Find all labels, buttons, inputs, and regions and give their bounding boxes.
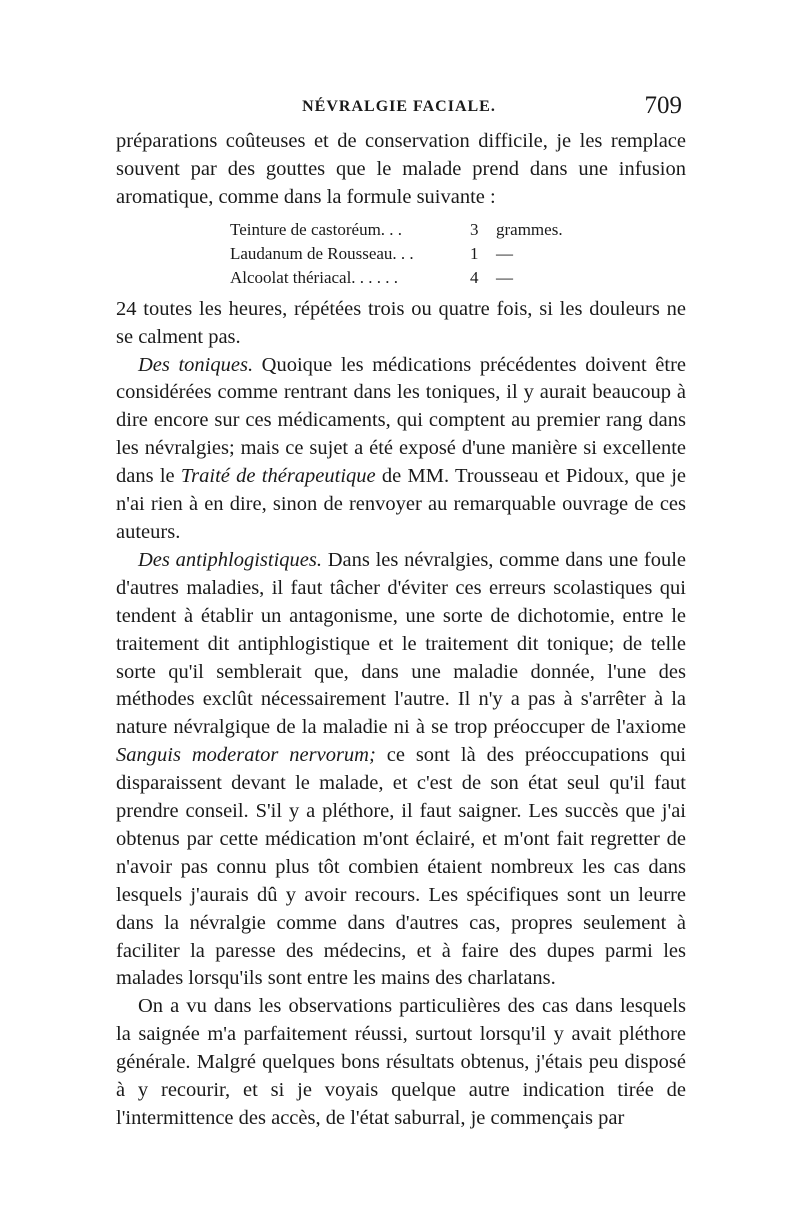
page-header xyxy=(116,92,682,122)
latin-axiom: Sanguis moderator nervorum; xyxy=(116,744,376,767)
paragraph-text: Quoique les médications précédentes doivent être considérées comme rentrant dans les toniques, il y aurait beaucoup à dire encore sur ces médicaments, qui comptent au premier rang dans les névralgies; mais ce sujet a été exposé d'une manière si excellente dans le xyxy=(116,353,686,488)
section-lead-toniques: Des toniques. xyxy=(138,353,254,376)
section-lead-antiphlogistiques: Des antiphlogistiques. xyxy=(138,548,322,571)
paragraph-antiphlogistiques xyxy=(116,547,686,994)
ingredient-unit: — xyxy=(496,243,513,263)
paragraph-text: de MM. Trousseau et Pidoux, que je n'ai rien à en dire, sinon de renvoyer au remarquable ouvrage de ces auteurs. xyxy=(116,465,686,543)
paragraph-saignee: On a vu dans les observations particulières des cas dans lesquels la saignée m'a parfaitement réussi, surtout lorsqu'il y avait pléthore générale. Malgré quelques bons résultats obtenus, j'étais peu disposé à y recourir, et si je voyais quelque autre indication tirée de l'intermittence des accès, de l'état saburral, je commençais par xyxy=(116,995,686,1129)
running-title: NÉVRALGIE FACIALE. xyxy=(302,98,496,115)
ingredient-name: Laudanum de Rousseau. . . xyxy=(230,243,414,263)
ingredient-unit: grammes. xyxy=(496,219,563,239)
page-number: 709 xyxy=(644,92,682,119)
paragraph-text: Dans les névralgies, comme dans une foule d'autres maladies, il faut tâcher d'éviter ces erreurs scolastiques qui tendent à établir un antagonisme, une sorte de dichotomie, entre le traitement dit antiphlogistique et le traitement dit tonique; de telle sorte qu'il semblerait que, dans une maladie donnée, l'une des méthodes exclût nécessairement l'autre. Il n'y a pas à s'arrêter à la nature névralgique de la maladie ni à se trop préoccuper de l'axiome xyxy=(116,548,687,739)
page-body xyxy=(116,128,686,1133)
paragraph-continued: préparations coûteuses et de conservation difficile, je les remplace souvent par des gouttes que le malade prend dans une infusion aromatique, comme dans la formule suivante : xyxy=(116,130,686,208)
ingredient-quantity: 3 xyxy=(470,219,479,239)
recipe-row xyxy=(230,218,686,242)
ingredient-quantity: 4 xyxy=(470,267,479,287)
ingredient-name: Alcoolat thériacal. . . . . . xyxy=(230,267,399,287)
recipe-formula xyxy=(230,218,686,290)
book-title-citation: Traité de thérapeutique xyxy=(180,465,376,488)
paragraph-dosage: 24 toutes les heures, répétées trois ou quatre fois, si les douleurs ne se calment pas. xyxy=(116,297,686,348)
ingredient-quantity: 1 xyxy=(470,243,479,263)
paragraph-text: ce sont là des préoccupations qui disparaissent devant le malade, et c'est de son état seul qu'il faut prendre conseil. S'il y a pléthore, il faut saigner. Les succès que j'ai obtenus par cette médication m'ont éclairé, et m'ont fait regretter de n'avoir pas connu plus tôt combien étaient nombreux les cas dans lesquels j'aurais dû y avoir recours. Les spécifiques sont un leurre dans la névralgie comme dans d'autres cas, propres seulement à faciliter la paresse des médecins, et à faire des dupes parmi les malades lorsqu'ils sont entre les mains des charlatans. xyxy=(116,744,687,990)
recipe-row xyxy=(230,266,686,290)
ingredient-name: Teinture de castoréum. . . xyxy=(230,219,403,239)
paragraph-toniques xyxy=(116,352,686,547)
ingredient-unit: — xyxy=(496,267,513,287)
recipe-row xyxy=(230,242,686,266)
